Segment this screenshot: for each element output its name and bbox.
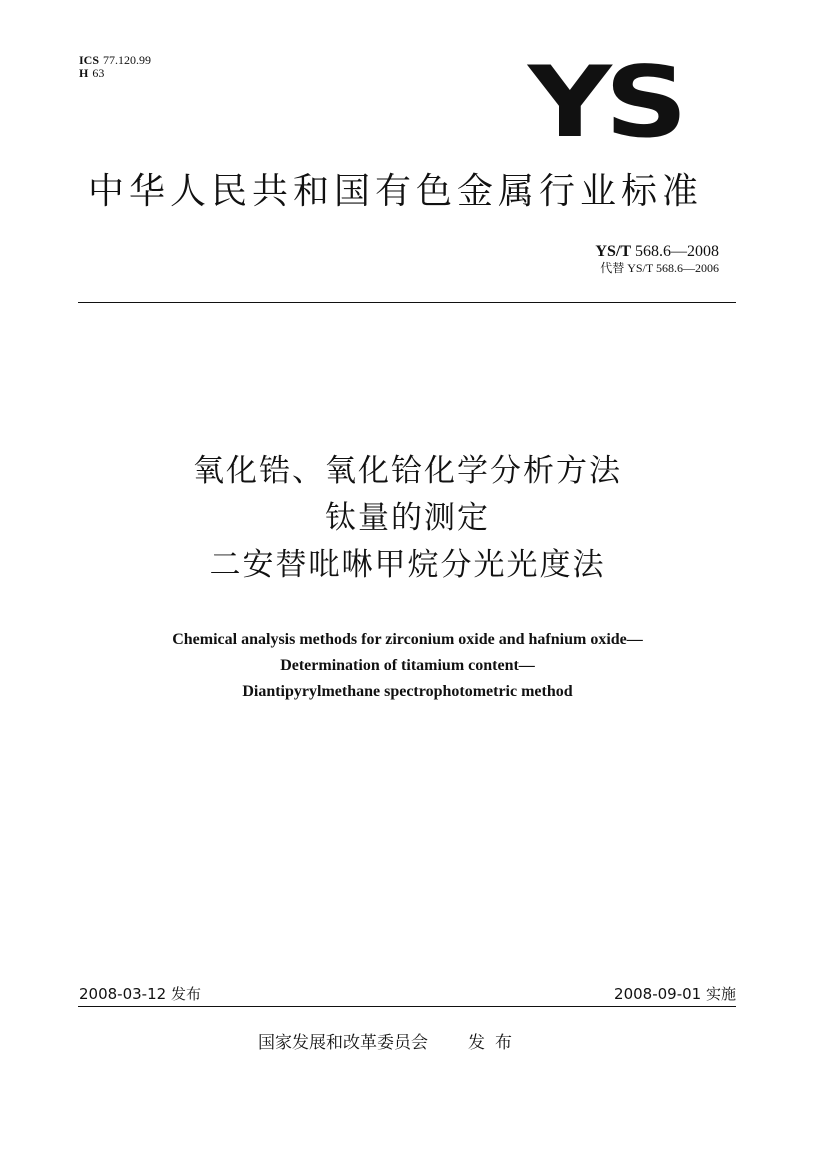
ccs-code — [79, 67, 151, 80]
chinese-title-line-1: 氧化锆、氧化铪化学分析方法 — [193, 453, 622, 489]
replaces-standard: 代替 YS/T 568.6—2006 — [600, 261, 719, 275]
publisher-action: 发布 — [468, 1033, 522, 1053]
standard-code: 568.6—2008 — [635, 243, 719, 260]
issue-date: 2008-03-12 发布 — [79, 985, 201, 1003]
ics-value: 77.120.99 — [103, 53, 152, 67]
footer-divider — [78, 1006, 736, 1007]
header-divider — [78, 302, 736, 303]
chinese-title-line-2: 钛量的测定 — [325, 500, 490, 536]
standard-number — [595, 243, 719, 261]
ys-logo: YS — [528, 46, 681, 160]
publisher — [258, 1032, 522, 1054]
english-title — [0, 627, 815, 705]
implementation-date: 2008-09-01 实施 — [614, 985, 736, 1003]
ics-label: ICS — [79, 53, 100, 67]
english-title-line-2: Determination of titamium content— — [280, 657, 535, 674]
english-title-line-1: Chemical analysis methods for zirconium oxide and hafnium oxide— — [172, 631, 643, 648]
organization-title: 中华人民共和国有色金属行业标准 — [88, 171, 704, 212]
chinese-title-line-3: 二安替吡啉甲烷分光光度法 — [209, 547, 606, 583]
standard-prefix: YS/T — [595, 243, 631, 260]
english-title-line-3: Diantipyrylmethane spectrophotometric method — [242, 683, 573, 700]
ics-code — [79, 54, 151, 67]
publisher-name: 国家发展和改革委员会 — [258, 1033, 428, 1053]
chinese-title — [0, 448, 815, 589]
classification-codes — [79, 54, 151, 80]
standard-number-block — [595, 243, 719, 275]
ccs-value: 63 — [92, 66, 105, 80]
ccs-label: H — [79, 66, 89, 80]
